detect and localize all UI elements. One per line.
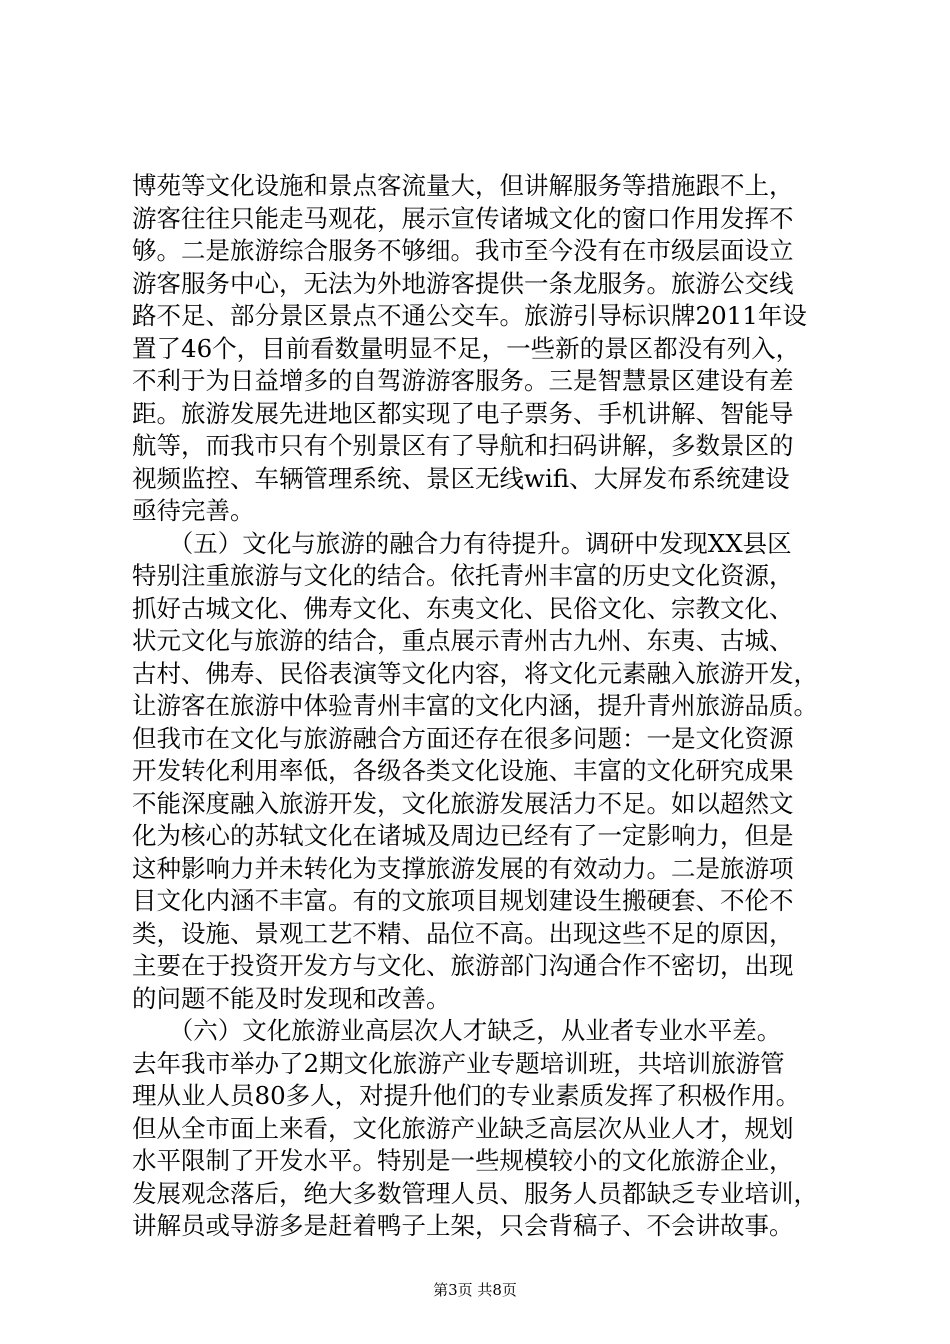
text-line: 游客往往只能走马观花，展示宣传诸城文化的窗口作用发挥不 — [132, 203, 794, 233]
text-line: 博苑等文化设施和景点客流量大，但讲解服务等措施跟不上， — [132, 171, 794, 200]
text-line: 不能深度融入旅游开发，文化旅游发展活力不足。如以超然文 — [132, 788, 794, 818]
text-line: 距。旅游发展先进地区都实现了电子票务、手机讲解、智能导 — [132, 398, 794, 428]
text-line: 类，设施、景观工艺不精、品位不高。出现这些不足的原因， — [132, 918, 794, 948]
text-line: 让游客在旅游中体验青州丰富的文化内涵，提升青州旅游品质。 — [132, 691, 818, 720]
text-line: 抓好古城文化、佛寿文化、东夷文化、民俗文化、宗教文化、 — [132, 593, 794, 623]
text-line: 航等，而我市只有个别景区有了导航和扫码讲解，多数景区的 — [132, 431, 794, 460]
text-line: 状元文化与旅游的结合，重点展示青州古九州、东夷、古城、 — [132, 626, 794, 655]
text-line: 路不足、部分景区景点不通公交车。旅游引导标识牌2011年设 — [132, 301, 807, 330]
text-line: 理从业人员80多人，对提升他们的专业素质发挥了积极作用。 — [132, 1081, 801, 1110]
text-line: （五）文化与旅游的融合力有待提升。调研中发现XX县区 — [132, 528, 792, 558]
text-line: 但我市在文化与旅游融合方面还存在很多问题：一是文化资源 — [132, 723, 794, 753]
text-line: 游客服务中心，无法为外地游客提供一条龙服务。旅游公交线 — [132, 268, 794, 298]
text-line: 置了46个，目前看数量明显不足，一些新的景区都没有列入， — [132, 333, 801, 363]
text-line: 特别注重旅游与文化的结合。依托青州丰富的历史文化资源， — [132, 561, 794, 590]
text-line: 够。二是旅游综合服务不够细。我市至今没有在市级层面设立 — [132, 236, 794, 265]
text-line: 不利于为日益增多的自驾游游客服务。三是智慧景区建设有差 — [132, 366, 794, 395]
text-line: 发展观念落后，绝大多数管理人员、服务人员都缺乏专业培训， — [132, 1178, 818, 1208]
text-line: 的问题不能及时发现和改善。 — [132, 983, 451, 1013]
page-number-footer: 第3页 共8页 — [433, 1281, 517, 1299]
text-line: （六）文化旅游业高层次人才缺乏，从业者专业水平差。 — [132, 1016, 782, 1045]
text-line: 视频监控、车辆管理系统、景区无线wifi、大屏发布系统建设 — [132, 463, 790, 493]
text-line: 但从全市面上来看，文化旅游产业缺乏高层次从业人才，规划 — [132, 1113, 794, 1143]
document-body — [132, 170, 850, 1243]
text-line: 水平限制了开发水平。特别是一些规模较小的文化旅游企业， — [132, 1146, 794, 1175]
text-line: 主要在于投资开发方与文化、旅游部门沟通合作不密切，出现 — [132, 951, 794, 980]
text-line: 这种影响力并未转化为支撑旅游发展的有效动力。二是旅游项 — [132, 853, 794, 883]
text-line: 讲解员或导游多是赶着鸭子上架，只会背稿子、不会讲故事。 — [132, 1211, 794, 1240]
text-line: 亟待完善。 — [132, 496, 255, 525]
text-line: 古村、佛寿、民俗表演等文化内容，将文化元素融入旅游开发， — [132, 658, 818, 688]
text-line: 开发转化利用率低，各级各类文化设施、丰富的文化研究成果 — [132, 756, 794, 785]
text-line: 目文化内涵不丰富。有的文旅项目规划建设生搬硬套、不伦不 — [132, 886, 794, 915]
text-line: 化为核心的苏轼文化在诸城及周边已经有了一定影响力，但是 — [132, 821, 794, 850]
text-line: 去年我市举办了2期文化旅游产业专题培训班，共培训旅游管 — [132, 1048, 785, 1078]
